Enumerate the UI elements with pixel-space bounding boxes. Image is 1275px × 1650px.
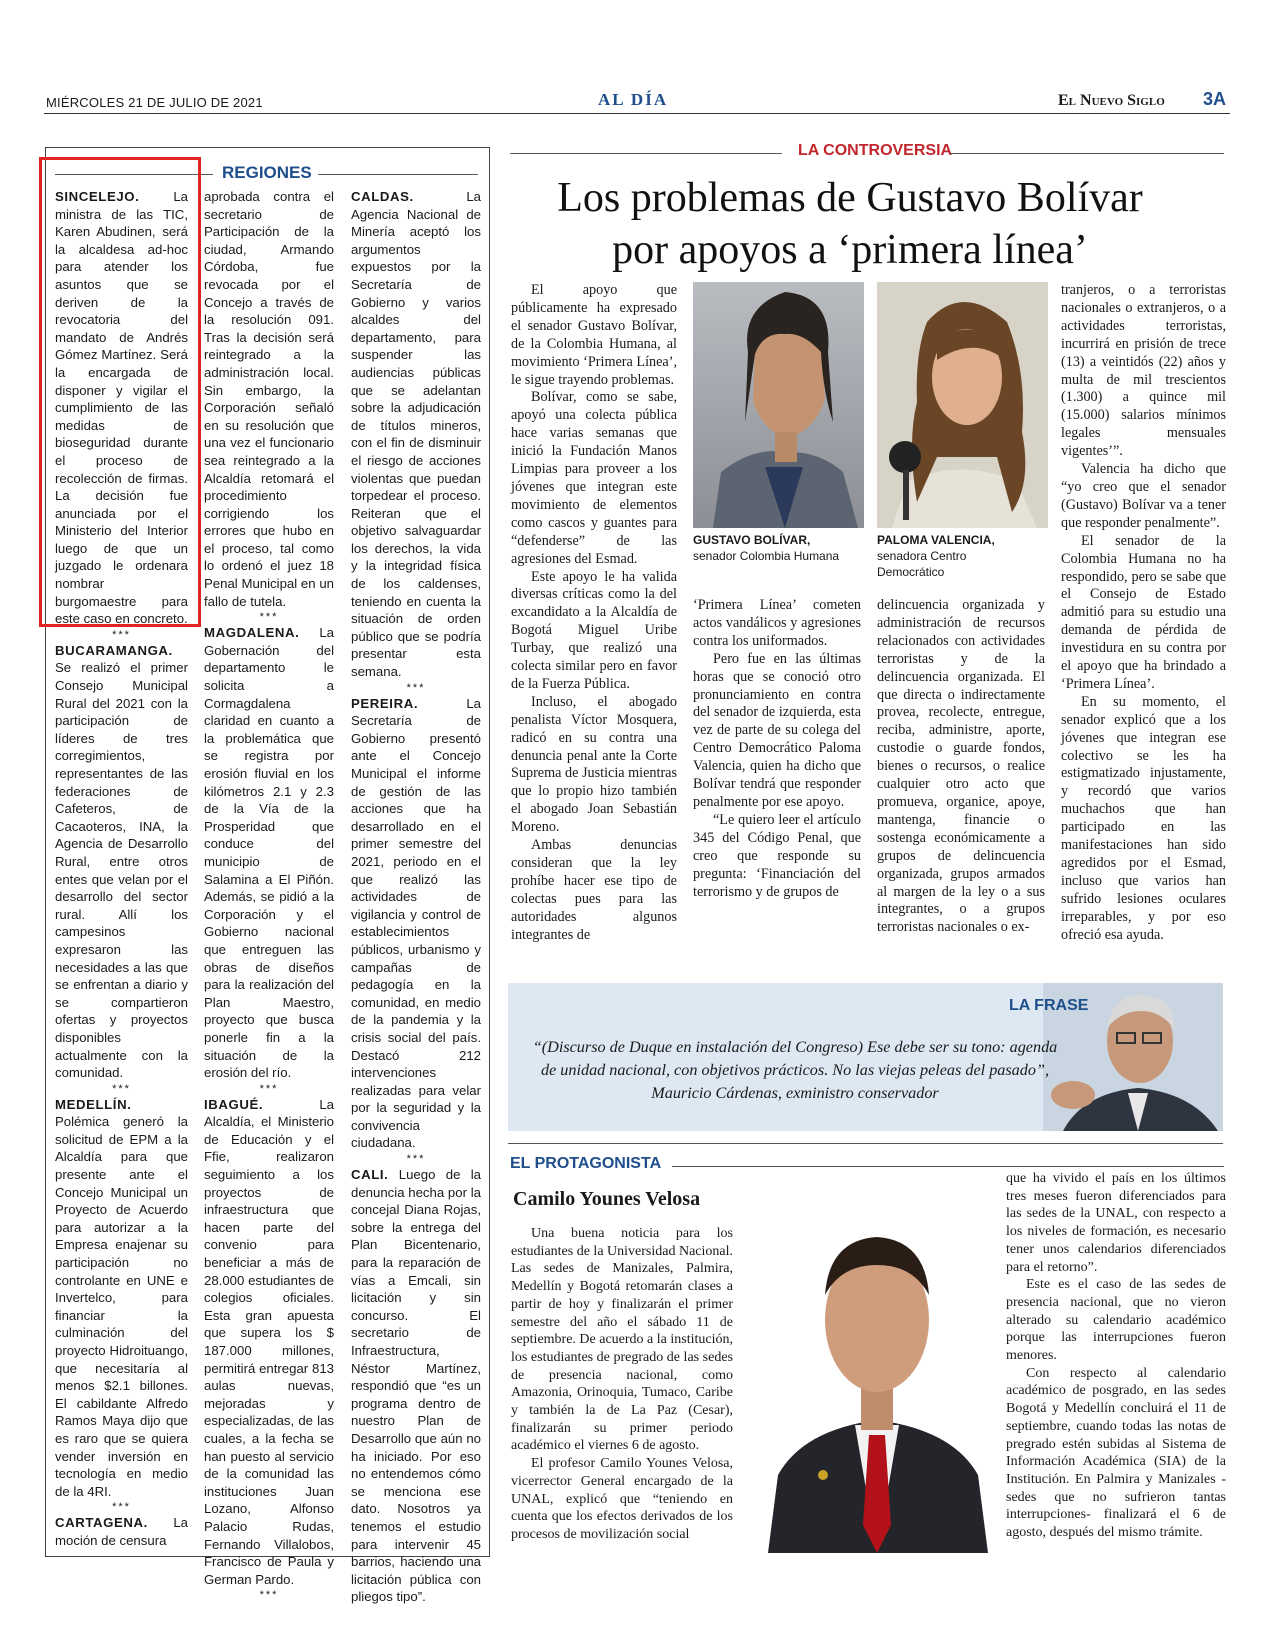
city-bucaramanga: BUCARAMANGA.	[55, 642, 173, 658]
news-bucaramanga: Se realizó el primer Consejo Municipal Rural del 2021 con la participación de líderes de tres corregimientos, representantes de las federaciones de Cafeteros, de Cacaoteros, INA, la Agencia de Desarrollo Rural, entre otros entes que velan por el desarrollo del sector rural. Allí los campesinos expresaron las necesidades a las que se enfrentan a diario y se compartieron ofertas y proyectos disponibles actualmente con la comunidad.	[55, 660, 188, 1081]
paragraph: delincuencia organizada y administración de recursos relacionados con actividades terroristas y de la delincuencia organizada. El que directa o indirectamente provea, recolecte, entregue, reciba, administre, aporte, custodie o guarde fondos, bienes o recursos, o realice cualquier otro acto que promueva, organice, apoye, mantenga, financie o sostenga económicamente a grupos de delincuencia organizada, grupos armados al margen de la ley o a sus integrantes, o a grupos terroristas nacionales o ex-	[877, 597, 1045, 936]
caption-role: senadora Centro Democrático	[877, 549, 967, 579]
paragraph: tranjeros, o a terroristas nacionales o extranjeros, o a actividades terroristas, incurrirá en prisión de trece (13) a veintidós (22) años y multa de mil trescientos (1.300) a quince mil (15.000) salarios mínimos legales mensuales vigentes’”.	[1061, 282, 1226, 460]
section-name: AL DÍA	[598, 90, 669, 109]
photo-paloma-valencia	[877, 282, 1048, 528]
separator: ***	[259, 611, 279, 624]
news-cali: Luego de la denuncia hecha por la concejal Diana Rojas, sobre la entrega del Plan Bicentenario, para la reparación de vías a Emcali, sin licitación y sin concurso. El secretario de Infraestructura, Néstor Martínez, respondió que “es un programa dentro de nuestro Plan de Desarrollo que aún no ha iniciado. Por eso no entendemos cómo se menciona ese dato. Nosotros ya tenemos el estudio para intervenir 45 barrios, haciendo una licitación pública con pliegos tipo”.	[351, 1167, 481, 1605]
protagonista-column-1	[511, 1225, 733, 1544]
news-cartagena: La moción de censura	[55, 1515, 188, 1548]
protagonista-kicker: EL PROTAGONISTA	[510, 1155, 662, 1172]
separator: ***	[406, 681, 426, 694]
headline-line-1: Los problemas de Gustavo Bolívar	[557, 175, 1143, 221]
caption-name: GUSTAVO BOLÍVAR,	[693, 533, 811, 547]
frase-rule	[508, 1143, 1223, 1144]
caption-gustavo-bolivar	[693, 532, 853, 564]
news-ibague: La Alcaldía, el Ministerio de Educación y el Ffie, realizaron seguimiento a los proyectos de infraestructura que hacen parte del convenio para beneficiar a más de 28.000 estudiantes de colegios oficiales. Esta gran apuesta que supera los $ 187.000 millones, permitirá entregar 813 aulas nuevas, mejoradas y especializadas, de las cuales, a la fecha se han puesto al servicio de la comunidad las instituciones Juan Lozano, Alfonso Palacio Rudas, Fernando Villalobos, Francisco de Paula y German Pardo.	[204, 1096, 334, 1587]
caption-role: senador Colombia Humana	[693, 549, 840, 563]
paragraph: Ambas denuncias consideran que la ley prohíbe hacer ese tipo de colectas pues para las autoridades algunos integrantes de	[511, 837, 677, 943]
header-rule	[44, 113, 1230, 114]
regiones-title-rule-right	[318, 174, 478, 175]
separator: ***	[259, 1589, 279, 1602]
headline-line-2: por apoyos a ‘primera línea’	[612, 227, 1088, 273]
news-magdalena: La Gobernación del departamento le solicita a Cormagdalena claridad en cuanto a la problemática que se registra por erosión fluvial en los kilómetros 2.1 y 2.3 de la Vía de la Prosperidad que conduce del municipio de Salamina a El Piñón. Además, se pidió a la Corporación y el Gobierno nacional que entreguen las obras de diseños para la realización del Plan Maestro, proyecto que busca ponerle fin a la situación de la erosión del río.	[204, 625, 334, 1081]
photo-camilo-younes	[763, 1185, 991, 1553]
controversia-column-1	[511, 282, 677, 945]
regiones-column-2	[204, 188, 334, 1602]
frase-title: LA FRASE	[1009, 997, 1089, 1014]
kicker-rule-left	[510, 153, 782, 154]
controversia-kicker: LA CONTROVERSIA	[798, 142, 953, 159]
paragraph: El profesor Camilo Younes Velosa, vicerrector General encargado de la UNAL, explicó que “teniendo en cuenta que los efectos derivados de los procesos de movilización social	[511, 1456, 733, 1542]
protagonista-name: Camilo Younes Velosa	[513, 1188, 701, 1210]
photo-gustavo-bolivar	[693, 282, 864, 528]
paragraph: Una buena noticia para los estudiantes de la Universidad Nacional. Las sedes de Manizales, Palmira, Medellín y Bogotá retomarán clases a partir de hoy y finalizarán el primer semestre del año el sábado 11 de septiembre. De acuerdo a la institución, los estudiantes de pregrado de las sedes de presencia nacional, como Amazonia, Orinoquia, Tumaco, Caribe y también la de La Paz (Cesar), finalizarán su primer periodo académico el viernes 6 de agosto.	[511, 1226, 733, 1454]
city-sincelejo: SINCELEJO.	[55, 189, 140, 204]
city-cartagena: CARTAGENA.	[55, 1515, 148, 1531]
controversia-column-4	[1061, 282, 1226, 945]
frase-quote: “(Discurso de Duque en instalación del Congreso) Ese debe ser su tono: agenda de unidad nacional, con objetivos prácticos. No las viejas peleas del pasado”, Mauricio Cárdenas, exministro conservador	[532, 1038, 1058, 1102]
separator: ***	[259, 1082, 279, 1095]
caption-name: PALOMA VALENCIA,	[877, 533, 995, 547]
protagonista-rule	[672, 1166, 1224, 1167]
news-sincelejo: La ministra de las TIC, Karen Abudinen, será la alcaldesa ad-hoc para atender los asuntos que se deriven de la revocatoria del mandato de Andrés Gómez Martínez. Será la encargada de disponer y vigilar el cumplimiento de las medidas de bioseguridad durante el proceso de recolección de firmas. La decisión fue anunciada por el Ministerio del Interior luego de que un juzgado le ordenara nombrar burgomaestre para este caso en concreto.	[55, 189, 188, 627]
news-medellin: Polémica generó la solicitud de EPM a la Alcaldía para que presente ante el Concejo Municipal un Proyecto de Acuerdo para autorizar a la Empresa enajenar su participación no controlante en UNE e Invertelco, para financiar la culminación del proyecto Hidroituango, que necesitaría al menos $2.1 billones. El cabildante Alfredo Ramos Maya dijo que es raro que se quiera vender inversión en tecnología en medio de la 4RI.	[55, 1114, 188, 1499]
separator: ***	[112, 1501, 131, 1514]
paragraph: El senador de la Colombia Humana no ha respondido, pero se sabe que el Consejo de Estado admitió para su estudio una demanda de pérdida de investidura en su contra por el apoyo que ha brindado a ‘Primera Línea’.	[1061, 532, 1226, 692]
paragraph: Este es el caso de las sedes de presencia nacional, que no vieron alterado su calendario académico porque las interrupciones fueron menores.	[1006, 1277, 1226, 1364]
separator: ***	[112, 1082, 131, 1095]
city-ibague: IBAGUÉ.	[204, 1096, 264, 1112]
city-cali: CALI.	[351, 1167, 389, 1183]
paragraph: ‘Primera Línea’ cometen actos vandálicos y agresiones contra los uniformados.	[693, 597, 861, 649]
newspaper-name: El Nuevo Siglo	[1058, 92, 1165, 109]
headline	[520, 172, 1180, 276]
paragraph: que ha vivido el país en los últimos tres meses fueron diferenciados para las sedes de la UNAL, con respecto a los niveles de formación, es necesario tener unos calendarios diferenciados para el retorno”.	[1006, 1171, 1226, 1275]
city-caldas: CALDAS.	[351, 189, 414, 204]
news-pereira: La Secretaría de Gobierno presentó ante el Concejo Municipal el informe de gestión de las acciones que ha desarrollado en el primer semestre del 2021, periodo en el que realizó las actividades de vigilancia y control de establecimientos públicos, urbanismo y campañas de pedagogía en la comunidad, en medio de la pandemia y la crisis social del país. Destacó 212 intervenciones realizadas para velar por la seguridad y la convivencia ciudadana.	[351, 695, 481, 1151]
paragraph: Pero fue en las últimas horas que se conoció otro pronunciamiento en contra del senador de izquierda, esta vez de parte de su colega del Centro Democrático Paloma Valencia, quien ha dicho que Bolívar tendrá que responder penalmente por ese apoyo.	[693, 650, 861, 810]
separator: ***	[406, 1153, 426, 1166]
city-medellin: MEDELLÍN.	[55, 1096, 132, 1112]
separator: ***	[112, 628, 131, 641]
paragraph: Este apoyo le ha valida diversas críticas como la del excandidato a la Alcaldía de Bogotá Miguel Uribe Turbay, que realizó una colecta similar pero en favor de la Fuerza Pública.	[511, 568, 677, 692]
city-pereira: PEREIRA.	[351, 695, 419, 711]
news-cartagena-continued: aprobada contra el secretario de Participación de la ciudad, Armando Córdoba, fue revocada por el Concejo a través de la resolución 091. Tras la decisión será reintegrado a la administración local. Sin embargo, la Corporación señaló en su resolución que una vez el funcionario sea reintegrado a la Alcaldía retomará el procedimiento corrigiendo los errores que hubo en el proceso, tal como lo ordenó el juez 18 Penal Municipal en un fallo de tutela.	[204, 189, 334, 609]
paragraph: El apoyo que públicamente ha expresado el senador Gustavo Bolívar, de la Colombia Humana, al movimiento ‘Primera Línea’, le sigue trayendo problemas.	[511, 282, 677, 388]
paragraph: Valencia ha dicho que “yo creo que el senador (Gustavo) Bolívar va a tener que responder penalmente”.	[1061, 461, 1226, 531]
protagonista-column-2	[1006, 1170, 1226, 1542]
regiones-title: REGIONES	[222, 163, 312, 182]
page-number: 3A	[1203, 89, 1227, 109]
city-magdalena: MAGDALENA.	[204, 625, 300, 641]
kicker-rule-right	[950, 153, 1224, 154]
news-caldas: La Agencia Nacional de Minería aceptó los argumentos expuestos por la Secretaría de Gobierno y varios alcaldes del departamento, para suspender las audiencias públicas que se adelantan sobre la adjudicación de títulos mineros, con el fin de disminuir el riesgo de acciones violentas que puedan torpedear el proceso. Reiteran que el objetivo salvaguardar los derechos, la vida y la integridad física de los caldenses, teniendo en cuenta la situación de orden público que se podría presentar esta semana.	[351, 189, 481, 680]
regiones-column-3	[351, 188, 481, 1606]
controversia-column-2	[693, 597, 861, 901]
paragraph: En su momento, el senador explicó que a los jóvenes que integran ese colectivo se les ha estigmatizado injustamente, y recordó que varios muchachos que han participado en las manifestaciones han sido agredidos por el Esmad, incluso que varios han sufrido lesiones oculares irreparables, y por eso ofreció esa ayuda.	[1061, 693, 1226, 943]
paragraph: Bolívar, como se sabe, apoyó una colecta pública hace varias semanas que inició la Fundación Manos Limpias para proveer a los jóvenes que integran este movimiento de elementos como cascos y guantes para “defenderse” de las agresiones del Esmad.	[511, 389, 677, 567]
caption-paloma-valencia	[877, 532, 1037, 580]
controversia-column-3	[877, 597, 1045, 937]
paragraph: Incluso, el abogado penalista Víctor Mosquera, radicó en su contra una denuncia penal ante la Corte Suprema de Justicia mientras que lo propio hizo también el abogado Joan Sebastián Moreno.	[511, 693, 677, 836]
highlight-box	[39, 157, 201, 627]
paragraph: Con respecto al calendario académico de posgrado, en las sedes Bogotá y Medellín concluirá el 11 de septiembre, cuando todas las notas de pregrado estén subidas al Sistema de Información Académica (SIA) de la Institución. En Palmira y Manizales -sedes que no sufrieron tantas interrupciones- finalizará el 6 de agosto, después del mismo trámite.	[1006, 1365, 1226, 1541]
paragraph: “Le quiero leer el artículo 345 del Código Penal, que creo que responde su pregunta: ‘Financiación del terrorismo y de grupos de	[693, 811, 861, 900]
page-date: MIÉRCOLES 21 DE JULIO DE 2021	[46, 95, 263, 110]
